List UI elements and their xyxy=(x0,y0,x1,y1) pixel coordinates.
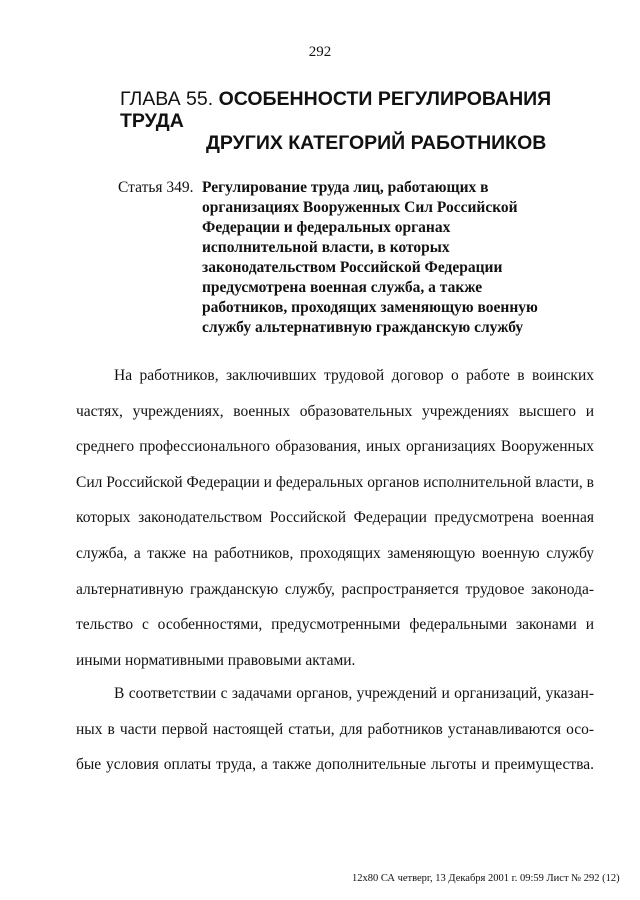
article-title xyxy=(202,178,597,338)
article-title-line: Регулирование труда лиц, работающих в xyxy=(202,179,489,196)
chapter-label: ГЛАВА 55. xyxy=(120,88,214,110)
chapter-heading xyxy=(120,88,600,154)
paragraph-line: тельство с особенностями, предусмотренными федеральными законами и xyxy=(76,616,594,634)
paragraph-1 xyxy=(76,358,594,678)
paragraph-line: В соответствии с задачами органов, учреждений и организаций, указан- xyxy=(114,685,594,702)
article-title-line: организациях Вооруженных Сил Российской xyxy=(202,199,518,216)
page-number: 292 xyxy=(308,44,332,60)
paragraph-line: ных в части первой настоящей статьи, для работников устанавливаются осо- xyxy=(76,720,594,738)
paragraph-line: бые условия оплаты труда, а также дополнительные льготы и преимущества. xyxy=(76,756,594,774)
chapter-title-line1: ОСОБЕННОСТИ РЕГУЛИРОВАНИЯ ТРУДА xyxy=(120,88,552,132)
paragraph-2 xyxy=(76,676,594,783)
chapter-title-line2: ДРУГИХ КАТЕГОРИЙ РАБОТНИКОВ xyxy=(206,132,547,154)
paragraph-line: частях, учреждениях, военных образовательных учреждениях высшего и xyxy=(76,402,594,420)
paragraph-line: служба, а также на работников, проходящих заменяющую военную службу xyxy=(76,544,594,562)
article-title-line: Федерации и федеральных органах xyxy=(202,219,451,236)
article-title-line: службу альтернативную гражданскую службу xyxy=(202,319,524,336)
paragraph-line: иными нормативными правовыми актами. xyxy=(76,651,356,669)
paragraph-line: альтернативную гражданскую службу, распространяется трудовое законода- xyxy=(76,580,594,598)
paragraph-line: среднего профессионального образования, иных организациях Вооруженных xyxy=(76,438,594,456)
article-title-line: работников, проходящих заменяющую военную xyxy=(202,299,538,316)
paragraph-line: Сил Российской Федерации и федеральных органов исполнительной власти, в xyxy=(76,473,594,491)
article-title-line: исполнительной власти, в которых xyxy=(202,239,450,256)
article-label: Статья 349. xyxy=(118,179,194,196)
print-footer: 12х80 СА четверг, 13 Декабря 2001 г. 09:59 Лист № 292 (12) xyxy=(352,873,620,884)
article-title-line: предусмотрена военная служба, а также xyxy=(202,279,483,296)
article-title-line: законодательством Российской Федерации xyxy=(202,259,503,276)
paragraph-line: которых законодательством Российской Федерации предусмотрена военная xyxy=(76,509,594,527)
paragraph-line: На работников, заключивших трудовой договор о работе в воинских xyxy=(114,367,594,384)
